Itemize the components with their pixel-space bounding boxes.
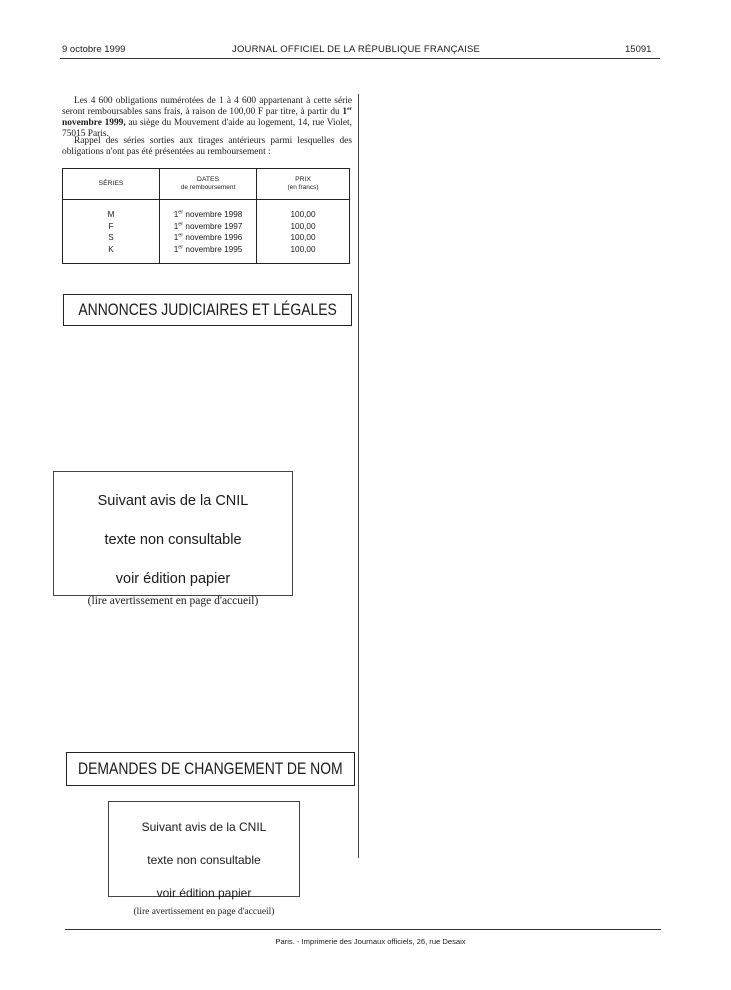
table-cell: S: [108, 233, 114, 242]
table-cell: 1er novembre 1998: [173, 209, 243, 219]
header-date: 9 octobre 1999: [62, 44, 126, 55]
table-cell: 1er novembre 1995: [173, 243, 243, 254]
header-rule: [60, 58, 660, 59]
table-cell: 1er novembre 1996: [173, 232, 243, 242]
column-header-dates: DATES de remboursement: [180, 176, 236, 191]
prix-column: [257, 209, 349, 255]
cnil-line: voir édition papier: [156, 886, 252, 900]
footer-rule: [65, 929, 661, 930]
cnil-note: (lire avertissement en page d'accueil): [133, 907, 275, 917]
table-cell: M: [107, 210, 115, 219]
table-header-rule: [63, 199, 349, 200]
column-header-prix: PRIX (en francs): [287, 176, 319, 191]
cnil-line: voir édition papier: [115, 571, 231, 587]
page-number: 15091: [625, 44, 652, 55]
cnil-note: (lire avertissement en page d'accueil): [87, 595, 259, 607]
cnil-line: texte non consultable: [104, 532, 242, 548]
cnil-notice: [108, 801, 300, 917]
table-cell: K: [108, 244, 114, 254]
cnil-line: Suivant avis de la CNIL: [97, 493, 249, 509]
column-divider: [358, 94, 359, 858]
table-cell: 100,00: [290, 210, 316, 219]
paragraph-rappel: Rappel des séries sorties aux tirages antérieurs parmi lesquelles des obligations n'ont pas été présentées au remboursement :: [62, 136, 352, 157]
cnil-line: Suivant avis de la CNIL: [141, 820, 267, 834]
series-table: [62, 168, 350, 264]
table-cell: 100,00: [290, 233, 316, 242]
cnil-line: texte non consultable: [147, 853, 261, 867]
section-heading-demandes: DEMANDES DE CHANGEMENT DE NOM: [66, 752, 355, 786]
table-cell: F: [108, 221, 114, 231]
footer-imprint: Paris. - Imprimerie des Journaux officiels, 26, rue Desaix: [275, 937, 466, 946]
table-cell: 100,00: [290, 221, 316, 231]
journal-title: JOURNAL OFFICIEL DE LA RÉPUBLIQUE FRANÇAISE: [232, 44, 481, 55]
table-cell: 100,00: [290, 244, 316, 254]
repayment-date: 1er novembre 1999,: [62, 105, 352, 128]
series-column: [63, 209, 159, 255]
section-heading-annonces: ANNONCES JUDICIAIRES ET LÉGALES: [63, 294, 352, 326]
table-cell: 1er novembre 1997: [173, 220, 243, 231]
dates-column: [160, 209, 256, 255]
column-header-series: SÉRIES: [98, 180, 124, 187]
cnil-notice: [53, 471, 293, 607]
paragraph-obligations: Les 4 600 obligations numérotées de 1 à 4 600 appartenant à cette série seront remboursables sans frais, à raison de 100,00 F par titre, à partir du 1er novembre 1999, au siège du Mouvement d'aide au logement, 14, rue Violet, 75015 Paris.: [62, 96, 353, 139]
